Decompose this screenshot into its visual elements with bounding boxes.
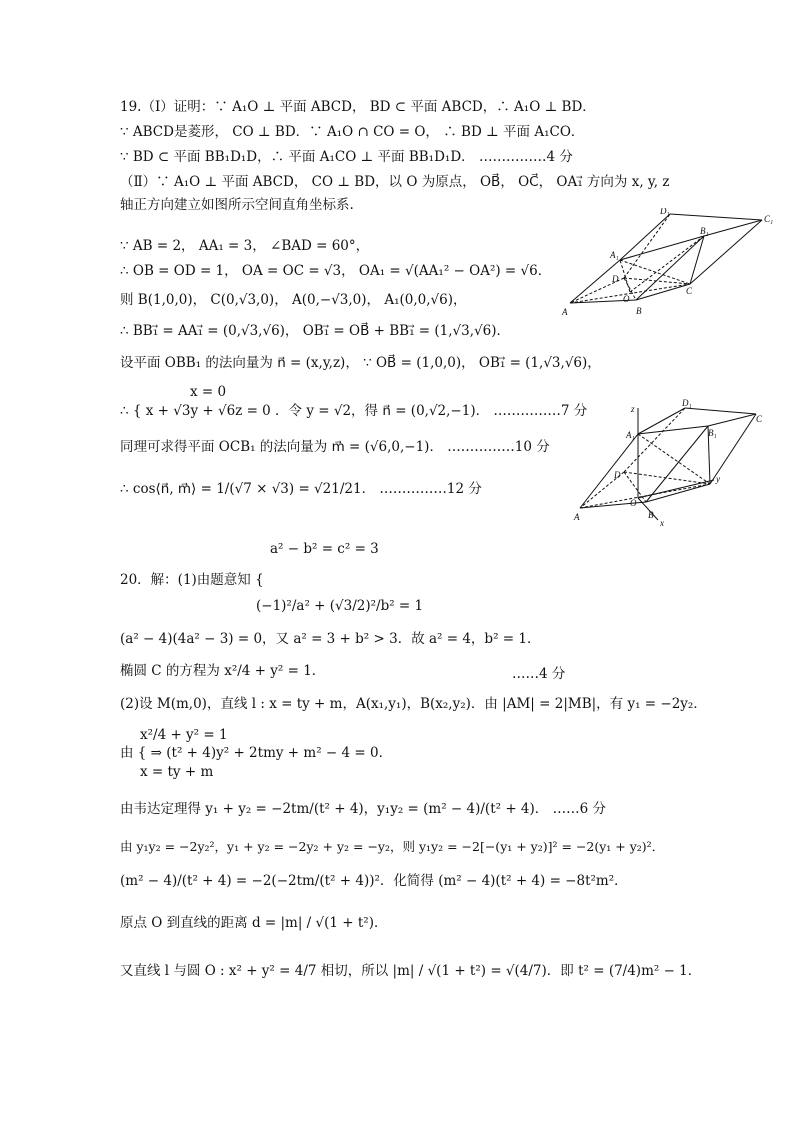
q20-line-5a: x²/4 + y² = 1 [140,727,228,743]
q20-line-4: (2)设 M(m,0)，直线 l : x = ty + m，A(x₁,y₁)，B(x₂,y₂)．由 |AM| = 2|MB|，有 y₁ = −2y₂． [120,696,707,712]
q19-line-2: ∵ ABCD是菱形， CO ⊥ BD．∵ A₁O ∩ CO = O， ∴ BD ⊥ 平面 A₁CO． [120,124,585,140]
score-mark-10: ……………10 分 [447,439,550,455]
q19-line-9: ∴ BB₁⃗ = AA₁⃗ = (0,√3,√6)， OB₁⃗ = OB⃗ + BB₁⃗ = (1,√3,√6)． [120,323,510,339]
q19-line-11-text: ∴ { x + √3y + √6z = 0 ．令 y = √2，得 n⃗ = (0,√2,−1)． [120,403,490,419]
fig2-label-b1: B₁ [708,428,717,438]
fig2-label-d1: D₁ [682,398,692,408]
fig2-label-c: C [756,414,763,424]
q20-line-8: (m² − 4)/(t² + 4) = −2(−2tm/(t² + 4))²．化简得 (m² − 4)(t² + 4) = −8t²m²． [120,873,628,889]
score-mark-7: ……………7 分 [493,403,588,419]
q19-line-5: 轴正方向建立如图所示空间直角坐标系. [120,197,354,213]
q20-line-2: (a² − 4)(4a² − 3) = 0，又 a² = 3 + b² > 3．故 a² = 4，b² = 1． [120,631,541,647]
fig2-label-z: z [631,404,635,414]
score-mark-4b: ……4 分 [512,666,566,682]
q20-line-5: 由 { ⇒ (t² + 4)y² + 2tmy + m² − 4 = 0． [120,745,393,761]
q19-line-3 [120,148,573,166]
q19-line-7: ∴ OB = OD = 1， OA = OC = √3， OA₁ = √(AA₁² − OA²) = √6． [120,263,552,279]
q20-line-1a: a² − b² = c² = 3 [270,541,379,557]
fig1-label-b1: B₁ [700,226,709,236]
q20-line-6 [120,800,606,818]
fig1-label-b: B [636,306,642,316]
q20-line-3-text: 椭圆 C 的方程为 x²/4 + y² = 1． [120,663,326,679]
fig2-label-x: x [660,518,664,528]
q20-line-3 [120,662,325,680]
q19-line-13 [120,480,482,498]
q19-line-12 [120,438,550,456]
score-mark-6: ……6 分 [552,801,606,817]
q19-line-13-text: ∴ cos⟨n⃗, m⃗⟩ = 1/(√7 × √3) = √21/21． [120,481,376,497]
fig1-label-o: O [623,294,630,304]
q20-line-9: 原点 O 到直线的距离 d = |m| / √(1 + t²)． [120,915,388,931]
q19-line-11a: x = 0 [190,384,227,400]
q19-line-3-text: ∵ BD ⊂ 平面 BB₁D₁D，∴ 平面 A₁CO ⊥ 平面 BB₁D₁D． [120,149,475,165]
figure-parallelepiped [560,208,780,320]
q20-line-1: 20．解：(1)由题意知 { [120,572,264,588]
q20-line-1c: (−1)²/a² + (√3/2)²/b² = 1 [256,598,424,614]
figure-coordinate-system [560,398,780,528]
q20-line-6-text: 由韦达定理得 y₁ + y₂ = −2tm/(t² + 4)，y₁y₂ = (m² − 4)/(t² + 4)． [120,801,549,817]
q20-line-10: 又直线 l 与圆 O : x² + y² = 4/7 相切，所以 |m| / √(1 + t²) = √(4/7)．即 t² = (7/4)m² − 1． [120,963,702,979]
q20-line-7: 由 y₁y₂ = −2y₂²，y₁ + y₂ = −2y₂ + y₂ = −y₂，则 y₁y₂ = −2[−(y₁ + y₂)]² = −2(y₁ + y₂)²． [120,839,665,854]
fig1-label-a: A [562,307,568,317]
q19-line-1: 19.（Ⅰ）证明：∵ A₁O ⊥ 平面 ABCD， BD ⊂ 平面 ABCD，∴ A₁O ⊥ BD． [120,99,596,115]
q19-line-10: 设平面 OBB₁ 的法向量为 n⃗ = (x,y,z)， ∵ OB⃗ = (1,0,0)， OB₁⃗ = (1,√3,√6)， [120,355,601,371]
fig2-label-a: A [574,512,580,522]
q19-line-4: （Ⅱ）∵ A₁O ⊥ 平面 ABCD， CO ⊥ BD，以 O 为原点， OB⃗， OC⃗， OA₁⃗ 方向为 x, y, z [120,174,670,190]
score-mark-4: ……………4 分 [478,149,573,165]
fig2-label-a1: A₁ [626,430,635,440]
q19-line-11 [120,402,587,420]
fig1-label-c1: C₁ [764,214,774,224]
q19-line-12-text: 同理可求得平面 OCB₁ 的法向量为 m⃗ = (√6,0,−1)． [120,439,443,455]
score-mark-12: ……………12 分 [379,481,482,497]
fig1-label-c: C [686,286,693,296]
fig2-label-b: B [648,510,654,520]
q19-line-8: 则 B(1,0,0)， C(0,√3,0)， A(0,−√3,0)， A₁(0,0,√6)， [120,292,467,308]
q19-line-6: ∵ AB = 2， AA₁ = 3， ∠BAD = 60°， [120,238,370,254]
fig2-label-d: D [614,470,621,480]
fig1-label-d: D [612,274,619,284]
fig1-label-a1: A₁ [610,250,619,260]
fig1-label-d1: D₁ [660,208,670,216]
fig2-label-y: y [716,474,720,484]
fig2-label-o: O [630,498,637,508]
q20-line-5c: x = ty + m [140,764,214,780]
